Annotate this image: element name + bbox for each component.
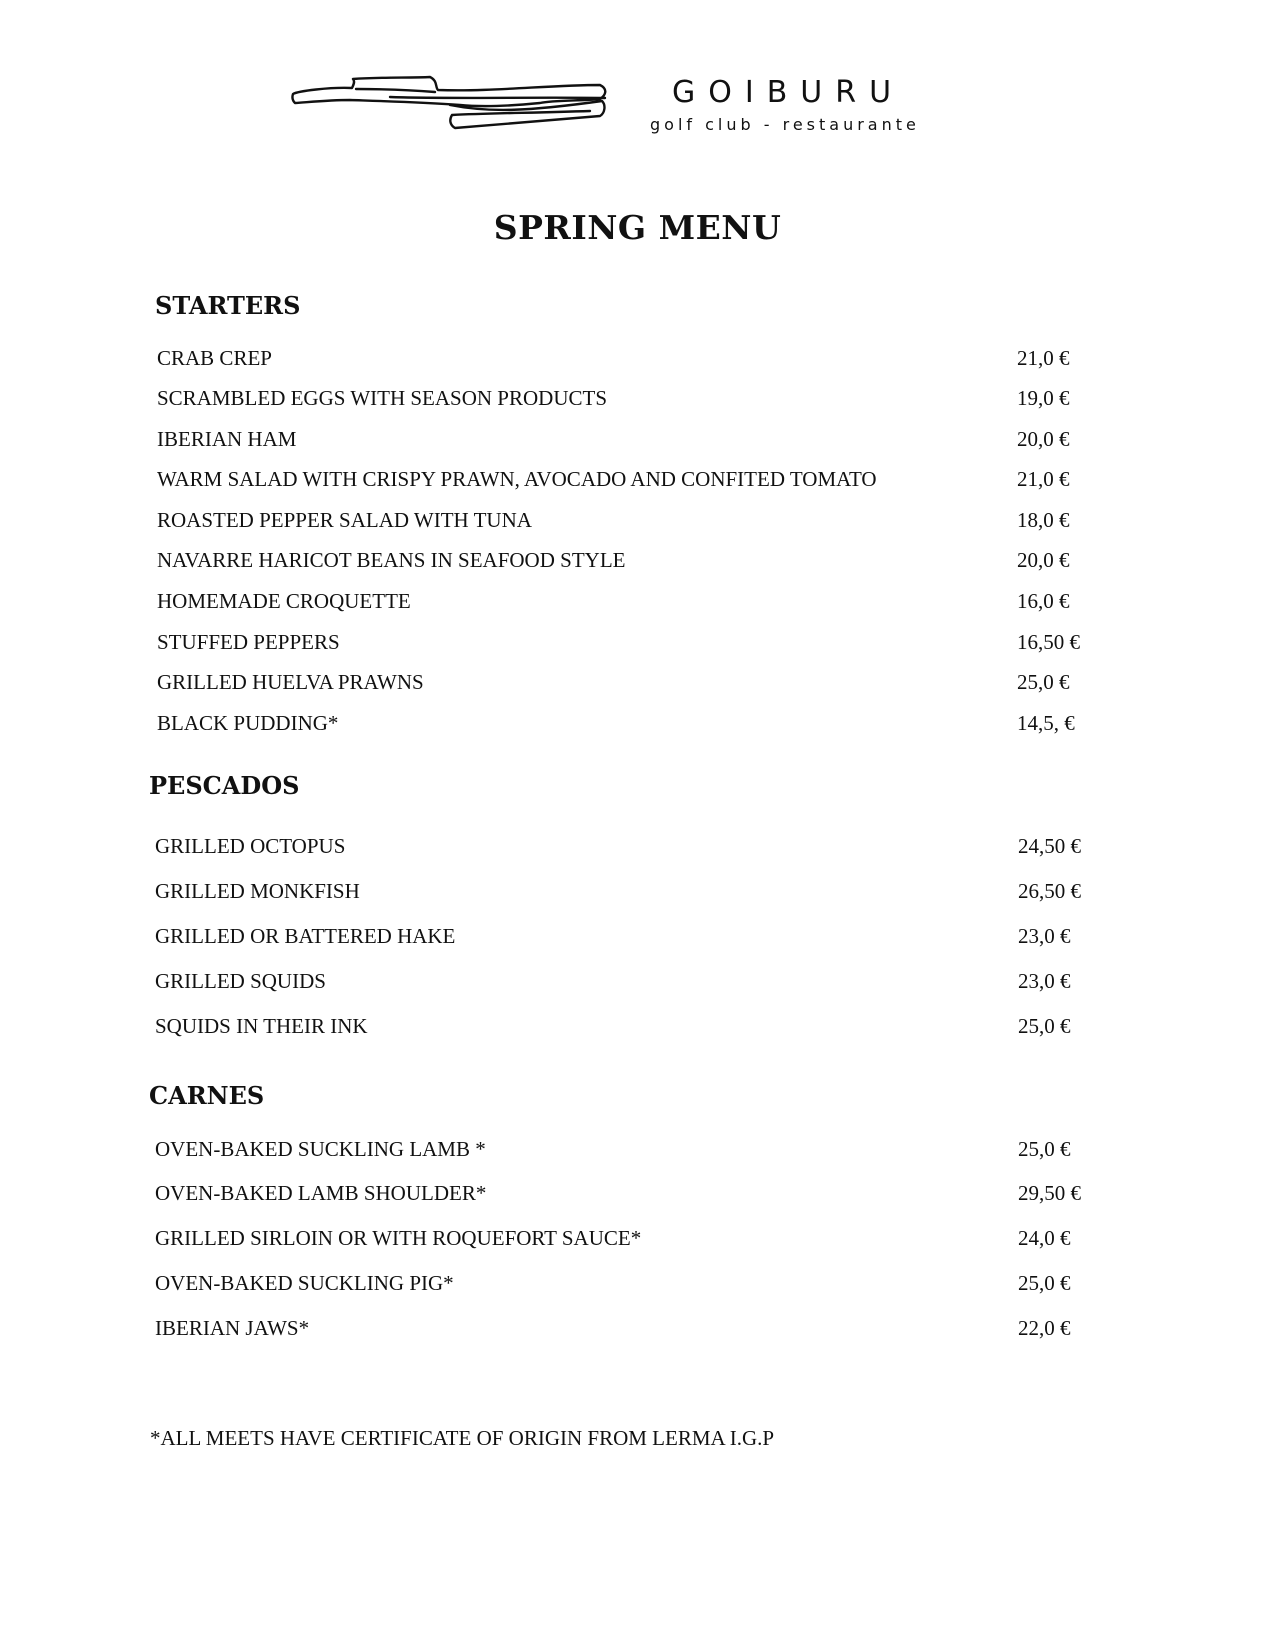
menu-item-name: GRILLED SQUIDS [155,969,326,993]
menu-item-price: 21,0 € [1017,346,1070,370]
menu-item-price: 23,0 € [1018,969,1071,993]
brand-tagline: golf club - restaurante [650,115,920,134]
menu-item-name: SQUIDS IN THEIR INK [155,1014,368,1038]
menu-title: SPRING MENU [493,208,782,247]
menu-item-name: CRAB CREP [157,346,272,370]
menu-item-name: WARM SALAD WITH CRISPY PRAWN, AVOCADO AND CONFITED TOMATO [157,467,877,491]
menu-item-price: 26,50 € [1018,879,1081,903]
menu-item-name: OVEN-BAKED LAMB SHOULDER* [155,1181,487,1205]
menu-item-price: 24,50 € [1018,834,1081,858]
menu-item-price: 22,0 € [1018,1316,1071,1340]
menu-item-name: SCRAMBLED EGGS WITH SEASON PRODUCTS [157,386,608,410]
menu-item-price: 25,0 € [1018,1271,1071,1295]
wave-logo-icon [290,75,620,145]
menu-item-price: 16,0 € [1017,589,1070,613]
menu-item-price: 25,0 € [1017,670,1070,694]
menu-item-name: NAVARRE HARICOT BEANS IN SEAFOOD STYLE [157,548,626,572]
menu-item-price: 19,0 € [1017,386,1070,410]
menu-item-price: 25,0 € [1018,1014,1071,1038]
restaurant-logo [290,75,950,145]
menu-item-name: ROASTED PEPPER SALAD WITH TUNA [157,508,532,532]
menu-item-name: GRILLED OCTOPUS [155,834,346,858]
menu-item-price: 16,50 € [1017,630,1080,654]
menu-item-name: STUFFED PEPPERS [157,630,340,654]
menu-item-name: HOMEMADE CROQUETTE [157,589,411,613]
menu-item-name: OVEN-BAKED SUCKLING PIG* [155,1271,454,1295]
section-heading-starters: STARTERS [155,291,301,320]
menu-item-price: 29,50 € [1018,1181,1081,1205]
menu-item-name: GRILLED MONKFISH [155,879,360,903]
origin-footnote: *ALL MEETS HAVE CERTIFICATE OF ORIGIN FROM LERMA I.G.P [150,1426,775,1450]
menu-item-name: IBERIAN JAWS* [155,1316,310,1340]
section-heading-carnes: CARNES [149,1081,265,1110]
menu-item-name: GRILLED OR BATTERED HAKE [155,924,456,948]
menu-item-price: 23,0 € [1018,924,1071,948]
menu-item-name: GRILLED SIRLOIN OR WITH ROQUEFORT SAUCE* [155,1226,642,1250]
menu-item-name: BLACK PUDDING* [157,711,339,735]
menu-item-name: GRILLED HUELVA PRAWNS [157,670,424,694]
menu-item-price: 18,0 € [1017,508,1070,532]
brand-name: GOIBURU [672,75,905,110]
menu-item-name: OVEN-BAKED SUCKLING LAMB * [155,1137,486,1161]
menu-item-price: 21,0 € [1017,467,1070,491]
section-heading-pescados: PESCADOS [149,771,300,800]
menu-item-price: 20,0 € [1017,548,1070,572]
menu-item-price: 25,0 € [1018,1137,1071,1161]
menu-item-name: IBERIAN HAM [157,427,297,451]
menu-item-price: 14,5, € [1017,711,1075,735]
menu-item-price: 24,0 € [1018,1226,1071,1250]
menu-item-price: 20,0 € [1017,427,1070,451]
